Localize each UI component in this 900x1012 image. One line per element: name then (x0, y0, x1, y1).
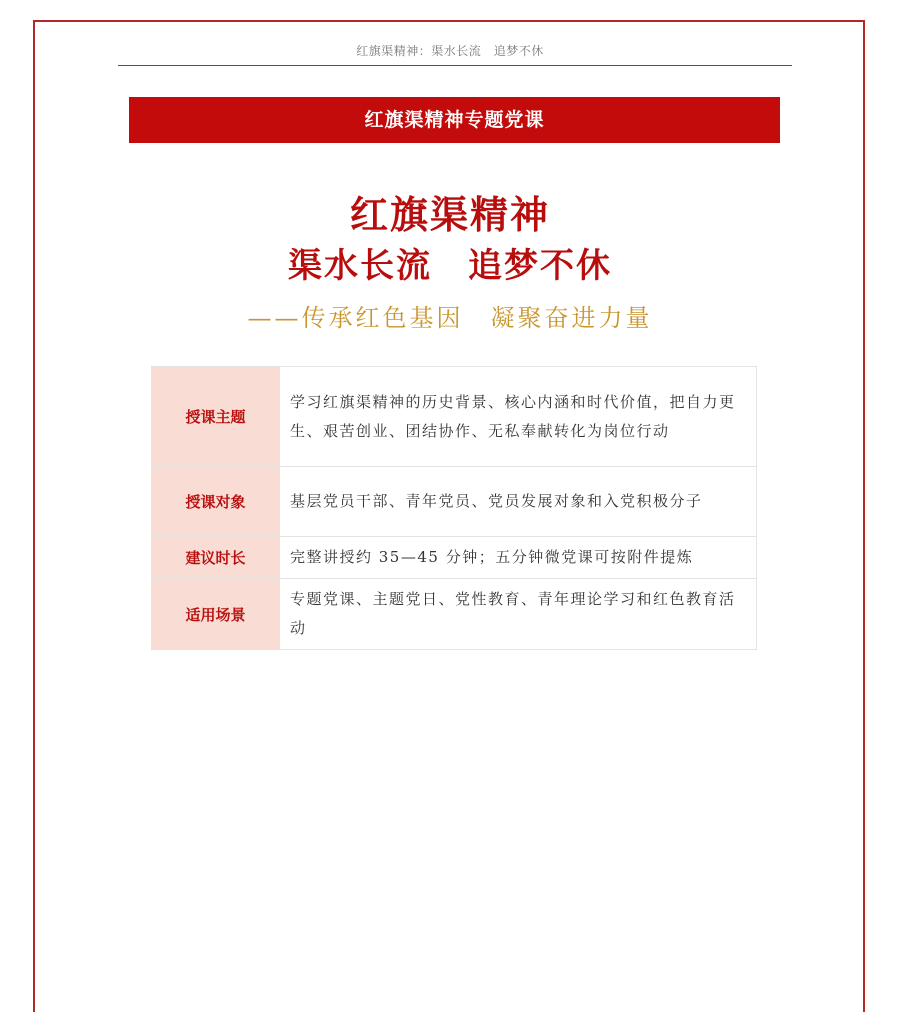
running-header: 红旗渠精神：渠水长流 追梦不休 (356, 44, 544, 58)
row-value-audience: 基层党员干部、青年党员、党员发展对象和入党积极分子 (280, 467, 757, 537)
main-title: 红旗渠精神 (349, 193, 550, 237)
row-label-duration: 建议时长 (152, 537, 280, 579)
header-rule (118, 65, 792, 66)
row-value-topic: 学习红旗渠精神的历史背景、核心内涵和时代价值，把自力更生、艰苦创业、团结协作、无私奉献转化为岗位行动 (280, 367, 757, 467)
row-value-scenario: 专题党课、主题党日、党性教育、青年理论学习和红色教育活动 (280, 579, 757, 650)
table-row (152, 537, 757, 579)
table-row (152, 367, 757, 467)
subtitle: ——传承红色基因 凝聚奋进力量 (247, 304, 653, 332)
row-label-topic: 授课主题 (152, 367, 280, 467)
info-table (151, 366, 757, 650)
row-value-duration: 完整讲授约 35—45 分钟；五分钟微党课可按附件提炼 (280, 537, 757, 579)
lesson-banner: 红旗渠精神专题党课 (129, 97, 780, 143)
table-row (152, 579, 757, 650)
row-label-audience: 授课对象 (152, 467, 280, 537)
table-row (152, 467, 757, 537)
row-label-scenario: 适用场景 (152, 579, 280, 650)
second-title: 渠水长流 追梦不休 (288, 246, 612, 286)
